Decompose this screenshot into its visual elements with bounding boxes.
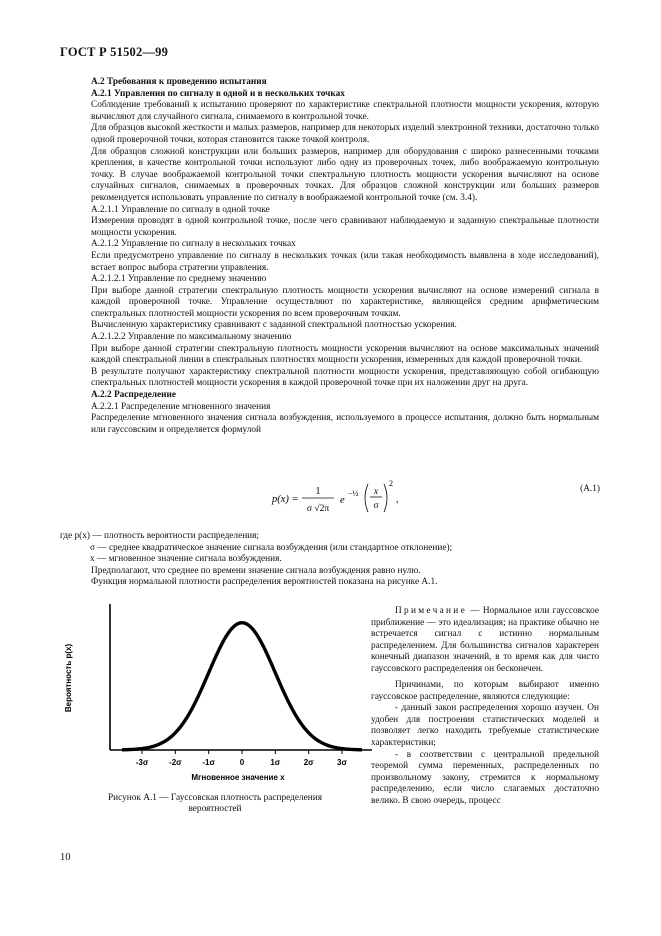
formula-frac-den: σ √2π: [306, 504, 330, 514]
formula-a1: [270, 478, 600, 522]
figure-caption-line2: вероятностей: [188, 804, 242, 815]
side-para-1: Причинами, по которым выбирают именно гауссовское распределение, являются следующие:: [371, 680, 599, 702]
x-tick-label: -3σ: [135, 758, 149, 767]
definition-line: [60, 554, 600, 566]
paragraph: При выборе данной стратегии спектральную плотность мощности ускорения вычисляют на основе максимальных значений каждой спектральной линии в спектральных плотностях мощности ускорения, измеренных для каждой проверочной точки.: [91, 343, 599, 366]
formula-inner-den: σ: [373, 501, 379, 511]
paragraph: Соблюдение требований к испытанию проверяют по характеристике спектральной плотности мощности ускорения, которую вычисляют для случайного сигнала, снимаемого в контрольной точке.: [91, 100, 599, 122]
paragraph: А.2.1.2.2 Управление по максимальному значению: [91, 332, 292, 343]
x-tick-label: 1σ: [270, 758, 281, 767]
side-column: [371, 606, 599, 807]
figure-caption: [60, 793, 370, 816]
x-tick-label: 0: [239, 758, 245, 767]
formula-paren-right: [384, 484, 387, 512]
paragraph: А.2 Требования к проведению испытания: [91, 77, 267, 87]
main-text: [91, 77, 599, 436]
side-para-3: - в соответствии с центральной предельной теоремой сумма переменных, распределенных по произвольному закону, стремится к нормальному распределению, если число слагаемых достаточно велико. В свою очередь, процесс: [371, 749, 599, 806]
note-text: — Нормальное или гауссовское приближение — это идеализация; на практике обычно не встречается сигнал с истинно нормальным распределением. Для большинства сигналов характерен конечный диапазон значений, в то время как для чисто гауссовского распределения он бесконечен.: [371, 606, 599, 674]
gaussian-curve: [122, 623, 362, 750]
gaussian-chart: [60, 604, 380, 786]
paragraph: В результате получают характеристику спектральной плотности мощности ускорения, представляющую собой огибающую спектральных плотностей мощности ускорения в каждой проверочной точке при их наложении друг на друга.: [91, 366, 599, 389]
x-ticks: [136, 750, 348, 767]
x-tick-label: -2σ: [169, 758, 182, 767]
paragraph: Для образцов сложной конструкции или больших размеров, например для оборудования с широко разнесенными точками крепления, в качестве контрольной точки используют либо одну из проверочных точек, либо воображаемую контрольную точку. В случае воображаемой контрольной точки спектральную плотность мощности ускорения вычисляют на основе случайных сигналов, снимаемых в проверочных точках. Для образцов сложной конструкции или больших размеров рекомендуется использовать управление по сигналу в воображаемой контрольной точке (см. 3.4).: [91, 146, 599, 203]
definition-term: x —: [90, 554, 107, 565]
paragraph: Если предусмотрено управление по сигналу в нескольких точках (или такая необходимость выявлена в ходе исследований), встает вопрос выбора стратегии управления.: [91, 250, 599, 273]
paragraph: Распределение мгновенного значения сигнала возбуждения, используемого в процессе испытания, должно быть нормальным или гауссовским и определяется формулой: [91, 413, 599, 435]
side-para-2: - данный закон распределения хорошо изучен. Он удобен для построения статистических моделей и позволяет легко находить требуемые статистические характеристики;: [371, 703, 599, 749]
x-tick-label: 2σ: [303, 758, 314, 767]
formula-exp-base: e: [340, 495, 345, 506]
paragraph: А.2.1.2.1 Управление по среднему значению: [91, 274, 267, 285]
formula-inner-pow: 2: [389, 479, 393, 488]
paragraph: При выборе данной стратегии спектральную плотность мощности ускорения вычисляют на основе измерений сигнала в каждой проверочной точке. Управление осуществляют по характеристике, являющейся средним арифметическим спектральных плотностей мощности ускорения по всем проверочным точкам.: [91, 285, 599, 319]
formula-tail: ,: [396, 494, 399, 505]
definitions: [60, 531, 600, 589]
definition-term: где p(x) —: [60, 531, 102, 541]
paragraph: А.2.1 Управления по сигналу в одной и в нескольких точках: [91, 88, 345, 99]
x-axis-label: Мгновенное значение x: [191, 773, 285, 782]
formula-exp-power: −½: [348, 489, 359, 498]
paragraph: А.2.1.1 Управление по сигналу в одной точке: [91, 204, 270, 215]
definition-text: мгновенное значение сигнала возбуждения.: [108, 554, 282, 565]
formula-lhs: p(x) =: [272, 494, 299, 505]
formula-frac-num: 1: [315, 486, 321, 497]
definition-line: [60, 531, 600, 543]
formula-inner-num: x: [373, 487, 379, 497]
paragraph: А.2.2 Распределение: [91, 390, 176, 401]
formula-paren-left: [365, 484, 368, 512]
paragraph: А.2.2.1 Распределение мгновенного значения: [91, 401, 271, 412]
definition-text: среднее квадратическое значение сигнала возбуждения (или стандартное отклонение);: [108, 542, 453, 553]
x-tick-label: -1σ: [202, 758, 215, 767]
y-axis-label: Вероятность p(x): [64, 643, 73, 713]
definition-text: плотность вероятности распределения;: [103, 531, 260, 541]
x-tick-label: 3σ: [337, 758, 347, 767]
note-label: Примечание: [395, 606, 467, 616]
figure-caption-line1: Рисунок А.1 — Гауссовская плотность распределения: [108, 793, 322, 803]
definition-line: [60, 543, 600, 555]
definition-line: Функция нормальной плотности распределения вероятностей показана на рисунке А.1.: [91, 577, 438, 588]
paragraph: Измерения проводят в одной контрольной точке, после чего сравнивают наблюдаемую и заданную спектральные плотности мощности ускорения.: [91, 216, 599, 238]
note-paragraph: [371, 606, 599, 675]
paragraph: Вычисленную характеристику сравнивают с заданной спектральной плотностью ускорения.: [91, 320, 457, 331]
definition-term: σ —: [90, 542, 107, 553]
page-number: 10: [60, 852, 71, 863]
paragraph: А.2.1.2 Управление по сигналу в нескольких точках: [91, 239, 296, 250]
paragraph: Для образцов высокой жесткости и малых размеров, например для некоторых изделий электронной техники, достаточно только одной проверочной точки, которая становится также точкой контроля.: [91, 123, 599, 145]
formula-svg: [270, 478, 600, 522]
definition-line: Предполагают, что среднее по времени значение сигнала возбуждения равно нулю.: [91, 565, 421, 576]
equation-number: (А.1): [580, 484, 600, 494]
document-header: ГОСТ Р 51502—99: [60, 45, 169, 59]
